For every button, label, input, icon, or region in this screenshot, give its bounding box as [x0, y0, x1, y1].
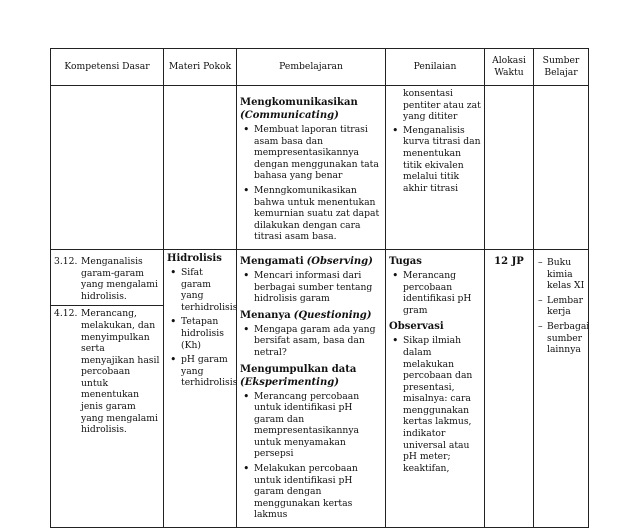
- heading-observasi: Observasi: [389, 321, 444, 333]
- header-kompetensi-dasar: Kompetensi Dasar: [51, 49, 164, 86]
- row-hidrolisis: [51, 249, 589, 527]
- kd-3-12: [54, 256, 160, 302]
- list-item: – Lembar kerja: [547, 295, 585, 318]
- list-item: – Berbagai sumber lainnya: [547, 321, 585, 356]
- cell-materi-pokok: [164, 249, 237, 527]
- cell-sumber-empty: [534, 86, 589, 250]
- mengumpulkan-list: [240, 391, 382, 522]
- list-item: • pH garam yang terhidrolisis: [181, 354, 233, 389]
- list-item: • Tetapan hidrolisis (Kh): [181, 316, 233, 351]
- list-item: • Membuat laporan titrasi asam basa dan mempresentasikannya dengan menggunakan tata bahasa yang benar: [254, 124, 382, 182]
- heading-eksperimenting: (Eksperimenting): [240, 376, 339, 388]
- cell-penilaian-continued: [386, 86, 485, 250]
- alokasi-value: 12 JP: [494, 255, 524, 267]
- kd-text: Merancang, melakukan, dan menyimpulkan serta menyajikan hasil percobaan untuk menentukan jenis garam yang mengalami hidrolisis.: [81, 308, 160, 436]
- cell-alokasi-empty: [485, 86, 534, 250]
- heading-communicating: (Communicating): [240, 110, 339, 121]
- sumber-list: [537, 256, 590, 356]
- penilaian-continued-text: konsentasi pentiter atau zat yang dititer: [403, 88, 481, 123]
- section-mengamati: [240, 255, 382, 268]
- penilaian-continued-list: [389, 125, 481, 195]
- header-pembelajaran: Pembelajaran: [237, 49, 386, 86]
- list-item: • Mengapa garam ada yang bersifat asam, basa dan netral?: [254, 324, 382, 359]
- section-menanya: [240, 309, 382, 322]
- heading-mengamati: Mengamati: [240, 255, 304, 267]
- cell-penilaian: [386, 249, 485, 527]
- list-item: • Menngkomunikasikan bahwa untuk menentukan kemurnian suatu zat dapat dilakukan dengan cara titrasi asam basa.: [254, 185, 382, 243]
- list-item: • Merancang percobaan identifikasi pH gram: [403, 270, 481, 316]
- header-materi-pokok: Materi Pokok: [164, 49, 237, 86]
- heading-questioning: (Questioning): [293, 309, 372, 321]
- heading-menanya: Menanya: [240, 309, 291, 321]
- heading-mengkomunikasikan: Mengkomunikasikan: [240, 97, 358, 108]
- list-item: • Merancang percobaan untuk identifikasi pH garam dan mempresentasikannya untuk menyamakan persepsi: [254, 391, 382, 461]
- heading-mengumpulkan-data: Mengumpulkan data: [240, 363, 357, 375]
- list-item: • Sifat garam yang terhidrolisis: [181, 267, 233, 313]
- cell-kompetensi-dasar: [51, 249, 164, 527]
- materi-title: Hidrolisis: [167, 252, 222, 264]
- header-row: [51, 49, 589, 86]
- cell-alokasi-waktu: [485, 249, 534, 527]
- row-continued: [51, 86, 589, 250]
- menanya-list: [240, 324, 382, 359]
- kd-number: 3.12.: [54, 255, 78, 267]
- heading-tugas: Tugas: [389, 255, 422, 267]
- tugas-list: [389, 270, 481, 316]
- cell-materi-empty: [164, 86, 237, 250]
- kd-number: 4.12.: [54, 308, 78, 320]
- mengamati-list: [240, 270, 382, 305]
- heading-observing: (Observing): [306, 255, 373, 267]
- list-item: • Melakukan percobaan untuk identifikasi pH garam dengan menggunakan kertas lakmus: [254, 463, 382, 521]
- materi-list: [167, 266, 238, 389]
- cell-sumber-belajar: [534, 249, 589, 527]
- kd-text: Menganalisis garam-garam yang mengalami hidrolisis.: [81, 255, 158, 302]
- list-item: • Sikap ilmiah dalam melakukan percobaan dan presentasi, misalnya: cara menggunakan kertas lakmus, indikator universal atau pH meter; keaktifan,: [403, 335, 481, 474]
- cell-pembelajaran: [237, 249, 386, 527]
- observasi-list: [389, 335, 481, 474]
- rpp-table: [50, 48, 589, 528]
- list-item: • Mencari informasi dari berbagai sumber tentang hidrolisis garam: [254, 270, 382, 305]
- header-alokasi-waktu: Alokasi Waktu: [485, 49, 534, 86]
- header-penilaian: Penilaian: [386, 49, 485, 86]
- cell-kd-empty: [51, 86, 164, 250]
- communicating-list: [240, 124, 382, 243]
- kd-4-12: [51, 305, 163, 436]
- list-item: • Menganalisis kurva titrasi dan menentukan titik ekivalen melalui titik akhir titrasi: [403, 125, 481, 195]
- cell-pembelajaran-communicating: [237, 86, 386, 250]
- header-sumber-belajar: Sumber Belajar: [534, 49, 589, 86]
- list-item: – Buku kimia kelas XI: [547, 257, 585, 292]
